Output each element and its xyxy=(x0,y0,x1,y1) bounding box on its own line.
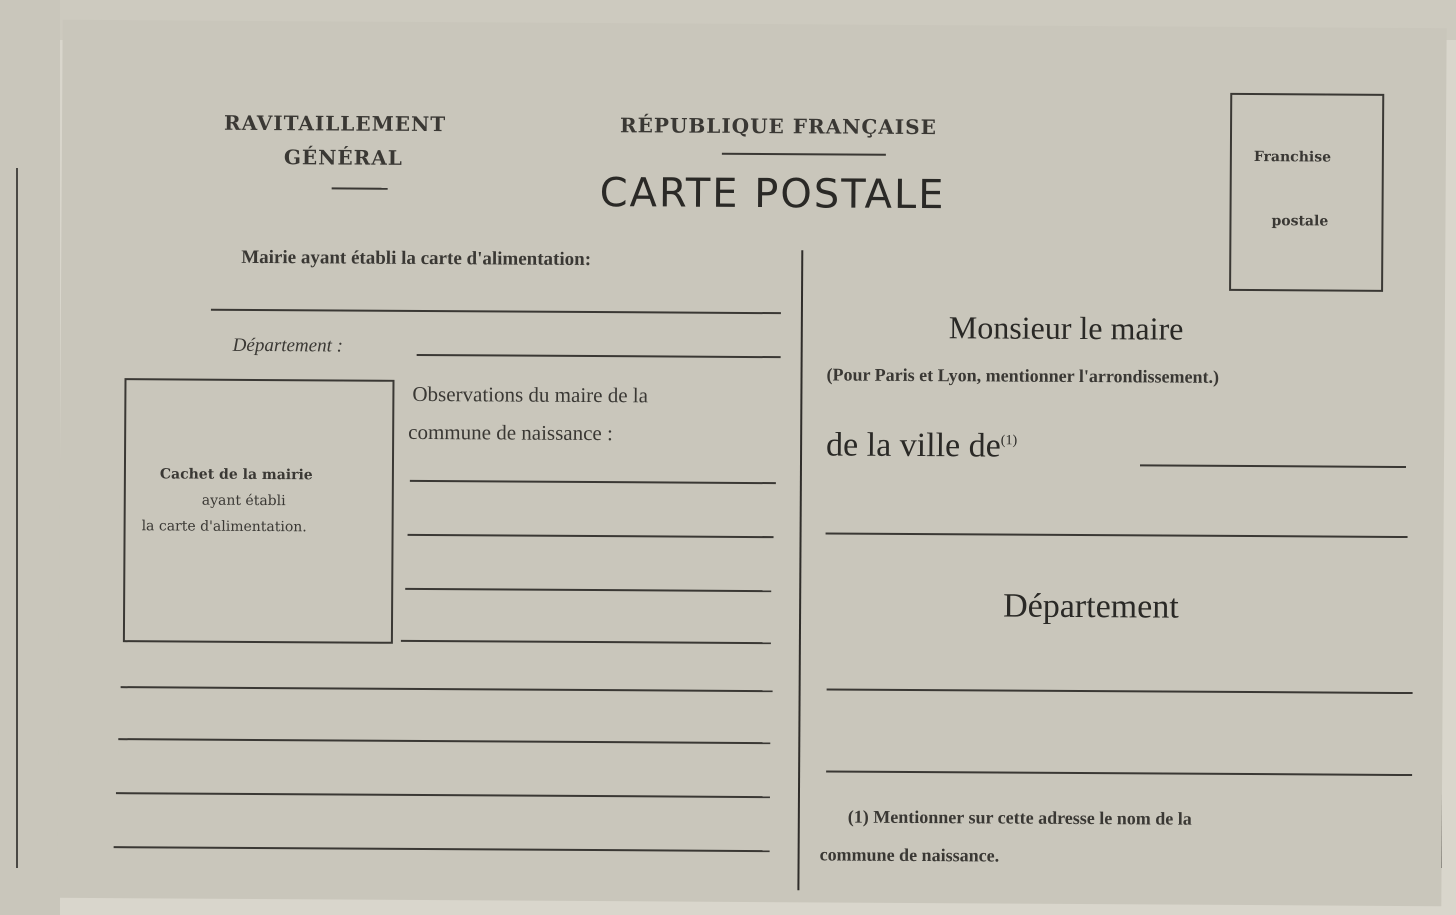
postale-label: postale xyxy=(1271,213,1329,230)
observations-line-b xyxy=(408,534,774,538)
observations-line-c xyxy=(405,588,771,592)
departement-line-right-2 xyxy=(826,770,1412,776)
ville-label-text: de la ville de xyxy=(825,426,1001,465)
franchise-postale-box xyxy=(1229,93,1384,292)
paris-lyon-note: (Pour Paris et Lyon, mentionner l'arrondissement.) xyxy=(826,364,1220,387)
ville-line-2 xyxy=(826,532,1408,538)
cachet-line-1: Cachet de la mairie xyxy=(159,466,313,484)
departement-label-left: Département : xyxy=(232,334,344,357)
general-heading: GÉNÉRAL xyxy=(283,145,403,170)
left-writing-line-2 xyxy=(118,738,770,744)
observations-line-d xyxy=(401,640,771,644)
footnote-line-1: (1) Mentionner sur cette adresse le nom de la xyxy=(847,806,1192,829)
left-writing-line-4 xyxy=(114,846,770,852)
departement-label-right: Département xyxy=(1003,587,1179,626)
observations-line-2: commune de naissance : xyxy=(408,419,613,446)
departement-line-right-1 xyxy=(827,688,1413,694)
ville-footnote-ref: (1) xyxy=(1000,433,1018,449)
ville-line xyxy=(1140,464,1406,468)
footnote-line-2: commune de naissance. xyxy=(819,844,1000,866)
margin-rule-left xyxy=(16,168,18,868)
ville-label xyxy=(826,426,1017,465)
header-left-rule xyxy=(332,187,388,189)
carte-postale-title: CARTE POSTALE xyxy=(599,170,946,219)
cachet-line-2: ayant établi xyxy=(201,492,286,510)
mairie-line xyxy=(211,309,781,314)
departement-line-left xyxy=(417,354,781,358)
mairie-label: Mairie ayant établi la carte d'alimentation: xyxy=(241,246,592,271)
postcard xyxy=(57,20,1446,906)
observations-line-a xyxy=(410,480,776,484)
header-center-rule xyxy=(722,153,886,156)
cachet-mairie-box xyxy=(123,378,395,644)
republique-heading: RÉPUBLIQUE FRANÇAISE xyxy=(619,113,937,140)
franchise-label: Franchise xyxy=(1253,149,1332,166)
left-writing-line-1 xyxy=(121,686,773,692)
observations-line-1: Observations du maire de la xyxy=(412,381,649,408)
left-writing-line-3 xyxy=(116,792,770,798)
center-divider xyxy=(797,250,803,890)
monsieur-le-maire: Monsieur le maire xyxy=(948,309,1184,347)
ravitaillement-heading: RAVITAILLEMENT xyxy=(223,110,447,137)
cachet-line-3: la carte d'alimentation. xyxy=(141,518,307,536)
page-background-left xyxy=(0,0,60,915)
